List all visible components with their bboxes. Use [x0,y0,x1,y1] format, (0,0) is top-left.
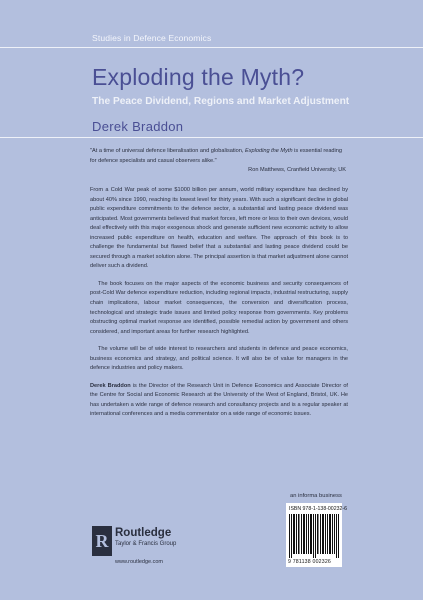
bio-name: Derek Braddon [90,382,131,389]
publisher-group: Taylor & Francis Group [115,541,177,547]
publisher-name: Routledge [115,527,172,539]
bio-text: is the Director of the Research Unit in Defence Economics and Associate Director of the Centre for Social and Economic Research at the University of the West of England, Bristol, UK. He has undertaken a wide range of defence research and consultancy projects and is a regular speaker at international conferences and a media commentator on a wide range of economic issues. [90,382,348,418]
quote-book-title: Exploding the Myth [244,148,293,154]
quote-attribution: Ron Matthews, Cranfield University, UK [248,167,346,174]
book-title: Exploding the Myth? [92,64,305,90]
book-subtitle: The Peace Dividend, Regions and Market Adjustment [92,96,350,107]
barcode-digits: 9 781138 002326 [288,559,332,565]
svg-text:R: R [95,531,109,551]
publisher-logo [92,526,212,566]
blurb-paragraph-1: From a Cold War peak of some $1000 billion per annum, world military expenditure has declined by about 40% since 1990, reaching its lowest level for thirty years. With such a significant decline in global public expenditure commitments to the defence sector, a substantial and lasting peace dividend was anticipated. Most governments believed that market forces, left more or less to their own devices, would deal effectively with this major exogenous shock and generate sufficient new economic activity to allow increased public expenditure on health, education and welfare. The approach of this book is to challenge the fundamental but flawed belief that a substantial and lasting peace dividend could be secured through a market solution alone. The principal assertion is that market adjustment alone cannot deliver such a dividend. [90,187,348,270]
blurb [90,186,348,420]
blurb-paragraph-3: The volume will be of wide interest to researchers and students in defence and peace economics, business economics and strategy, and political science. It will also be of value for managers in the defence industries and policy makers. [90,346,348,372]
routledge-logo-icon [92,526,112,556]
publisher-url: www.routledge.com [115,559,163,565]
quote-text-end: is essential reading for defence specialists and casual observers alike." [90,148,343,164]
author-name: Derek Braddon [92,119,184,134]
barcode-panel [286,503,347,567]
barcode-icon [289,514,339,558]
top-divider [0,47,423,48]
isbn-number: ISBN 978-1-138-00232-6 [289,506,347,512]
blurb-paragraph-2: The book focuses on the major aspects of the economic business and security consequences of post-Cold War defence expenditure reduction, including regional impacts, industrial restructuring, supply chain implications, labour market consequences, the conversion and diversification process, technological and strategic trade issues and limited policy response from governments. Key problems obstructing optimal market response are identified, possible remedial action by government and others considered, and important areas for further research highlighted. [90,280,348,335]
quote-text-start: "At a time of universal defence liberalisation and globalisation, [90,148,245,154]
informa-text: an informa business [290,493,342,499]
endorsement-quote [90,147,348,176]
middle-divider [0,137,423,138]
quote-text [90,147,348,166]
informa-tagline [290,493,342,499]
series-name: Studies in Defence Economics [92,33,212,43]
author-bio [90,382,348,420]
